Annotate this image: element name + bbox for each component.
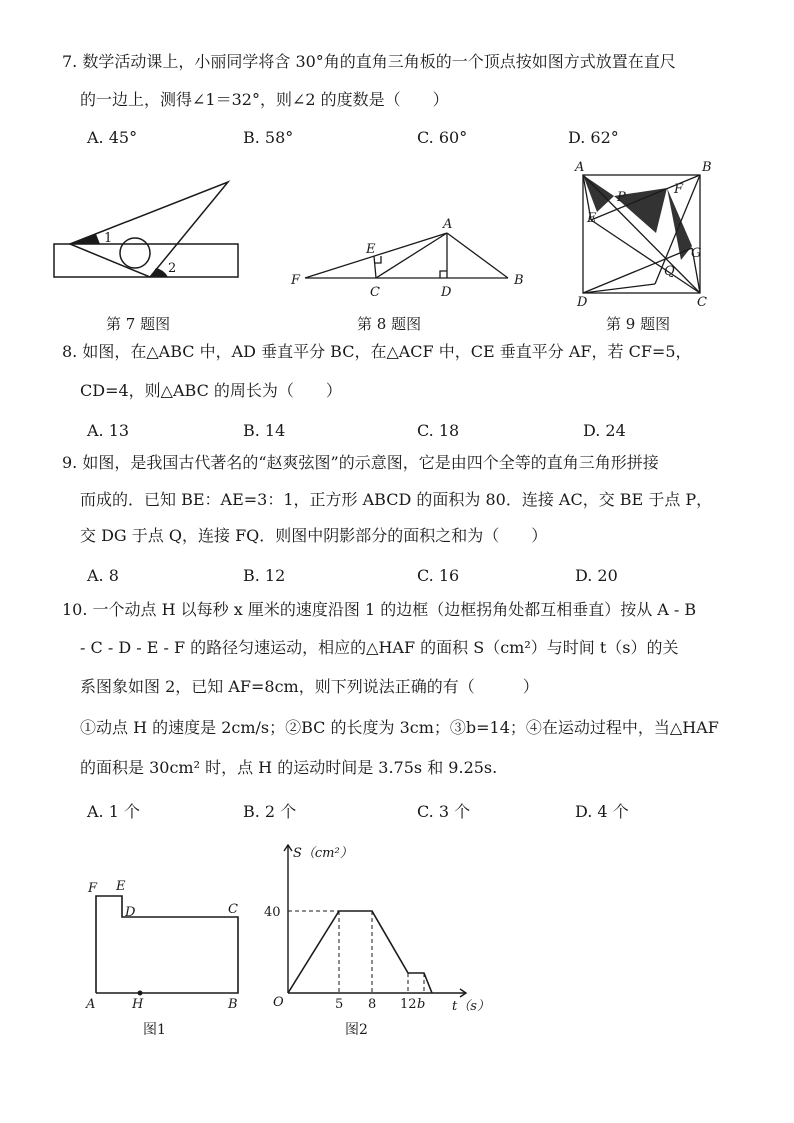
- q9-option-a: A. 8: [87, 566, 119, 585]
- q10-line4: ①动点 H 的速度是 2cm/s；②BC 的长度为 3cm；③b=14；④在运动过程中，当△HAF: [80, 718, 719, 737]
- fig9-label-d: D: [577, 295, 588, 310]
- q7-line2: 的一边上，测得∠1＝32°，则∠2 的度数是（ ）: [80, 90, 449, 109]
- caption-fig8: 第 8 题图: [357, 315, 422, 333]
- q7-option-a: A. 45°: [87, 128, 138, 147]
- fig7-label-2: 2: [168, 261, 177, 276]
- fig1-label-b: B: [228, 997, 238, 1012]
- q8-line2: CD=4，则△ABC 的周长为（ ）: [80, 381, 342, 400]
- q8-option-a: A. 13: [87, 421, 130, 440]
- fig2-ytick-40: 40: [264, 905, 281, 920]
- q10-line5: 的面积是 30cm² 时，点 H 的运动时间是 3.75s 和 9.25s.: [80, 758, 498, 777]
- fig2-xtick-8: 8: [368, 997, 377, 1012]
- fig9-label-e: E: [587, 211, 597, 226]
- q9-option-b: B. 12: [243, 566, 286, 585]
- caption-fig1: 图1: [143, 1022, 166, 1038]
- fig9-label-q: Q: [664, 264, 675, 279]
- fig8-label-e: E: [366, 242, 376, 257]
- q9-line3: 交 DG 于点 Q，连接 FQ．则图中阴影部分的面积之和为（ ）: [80, 526, 548, 545]
- q8-option-b: B. 14: [243, 421, 286, 440]
- q10-line2: - C - D - E - F 的路径匀速运动，相应的△HAF 的面积 S（cm²）与时间 t（s）的关: [80, 638, 679, 657]
- fig9-label-c: C: [697, 295, 707, 310]
- fig8-label-c: C: [370, 285, 380, 300]
- q9-line2: 而成的．已知 BE：AE=3：1，正方形 ABCD 的面积为 80．连接 AC，交 BE 于点 P，: [80, 490, 713, 509]
- fig1-label-c: C: [228, 902, 238, 917]
- q9-option-c: C. 16: [417, 566, 460, 585]
- q8-option-d: D. 24: [583, 421, 626, 440]
- q10-line3: 系图象如图 2，已知 AF=8cm，则下列说法正确的有（ ）: [80, 677, 539, 696]
- q7-line1: 7. 数学活动课上，小丽同学将含 30°角的直角三角板的一个顶点按如图方式放置在直尺: [62, 52, 676, 71]
- q7-option-b: B. 58°: [243, 128, 294, 147]
- caption-fig2: 图2: [345, 1022, 368, 1038]
- fig9-label-g: G: [691, 246, 702, 261]
- fig8-label-a: A: [443, 217, 453, 232]
- q9-line1: 9. 如图，是我国古代著名的“赵爽弦图”的示意图，它是由四个全等的直角三角形拼接: [62, 453, 659, 472]
- fig2-xtick-12: 12: [400, 997, 417, 1012]
- q8-line1: 8. 如图，在△ABC 中，AD 垂直平分 BC，在△ACF 中，CE 垂直平分 AF，若 CF=5，: [62, 342, 692, 361]
- fig8-label-b: B: [514, 273, 524, 288]
- q10-option-d: D. 4 个: [575, 802, 629, 821]
- fig9-label-p: P: [617, 190, 626, 205]
- q10-option-a: A. 1 个: [87, 802, 140, 821]
- q10-option-b: B. 2 个: [243, 802, 297, 821]
- fig2-ylabel: S（cm²）: [293, 846, 353, 861]
- fig1-label-h: H: [132, 997, 144, 1012]
- fig1-label-f: F: [88, 881, 98, 896]
- caption-fig9: 第 9 题图: [606, 315, 671, 333]
- fig7-label-1: 1: [104, 231, 113, 246]
- fig9-label-a: A: [575, 160, 585, 175]
- q10-line1: 10. 一个动点 H 以每秒 x 厘米的速度沿图 1 的边框（边框拐角处都互相垂直）按从 A - B: [62, 600, 697, 619]
- q8-option-c: C. 18: [417, 421, 460, 440]
- fig2-origin: O: [273, 995, 284, 1010]
- fig2-graph-line: [288, 911, 432, 993]
- fig9-label-f: F: [674, 182, 684, 197]
- fig8-label-d: D: [441, 285, 452, 300]
- fig2-b-label: b: [417, 997, 426, 1012]
- q10-option-c: C. 3 个: [417, 802, 471, 821]
- q9-option-d: D. 20: [575, 566, 618, 585]
- fig8-label-f: F: [291, 273, 301, 288]
- fig1-label-d: D: [125, 905, 136, 920]
- fig9-label-b: B: [702, 160, 712, 175]
- fig2-xlabel: t（s）: [452, 999, 490, 1014]
- fig1-label-a: A: [86, 997, 96, 1012]
- q7-option-d: D. 62°: [568, 128, 619, 147]
- caption-fig7: 第 7 题图: [106, 315, 171, 333]
- q7-option-c: C. 60°: [417, 128, 468, 147]
- fig2-xtick-5: 5: [335, 997, 344, 1012]
- fig1-label-e: E: [116, 879, 126, 894]
